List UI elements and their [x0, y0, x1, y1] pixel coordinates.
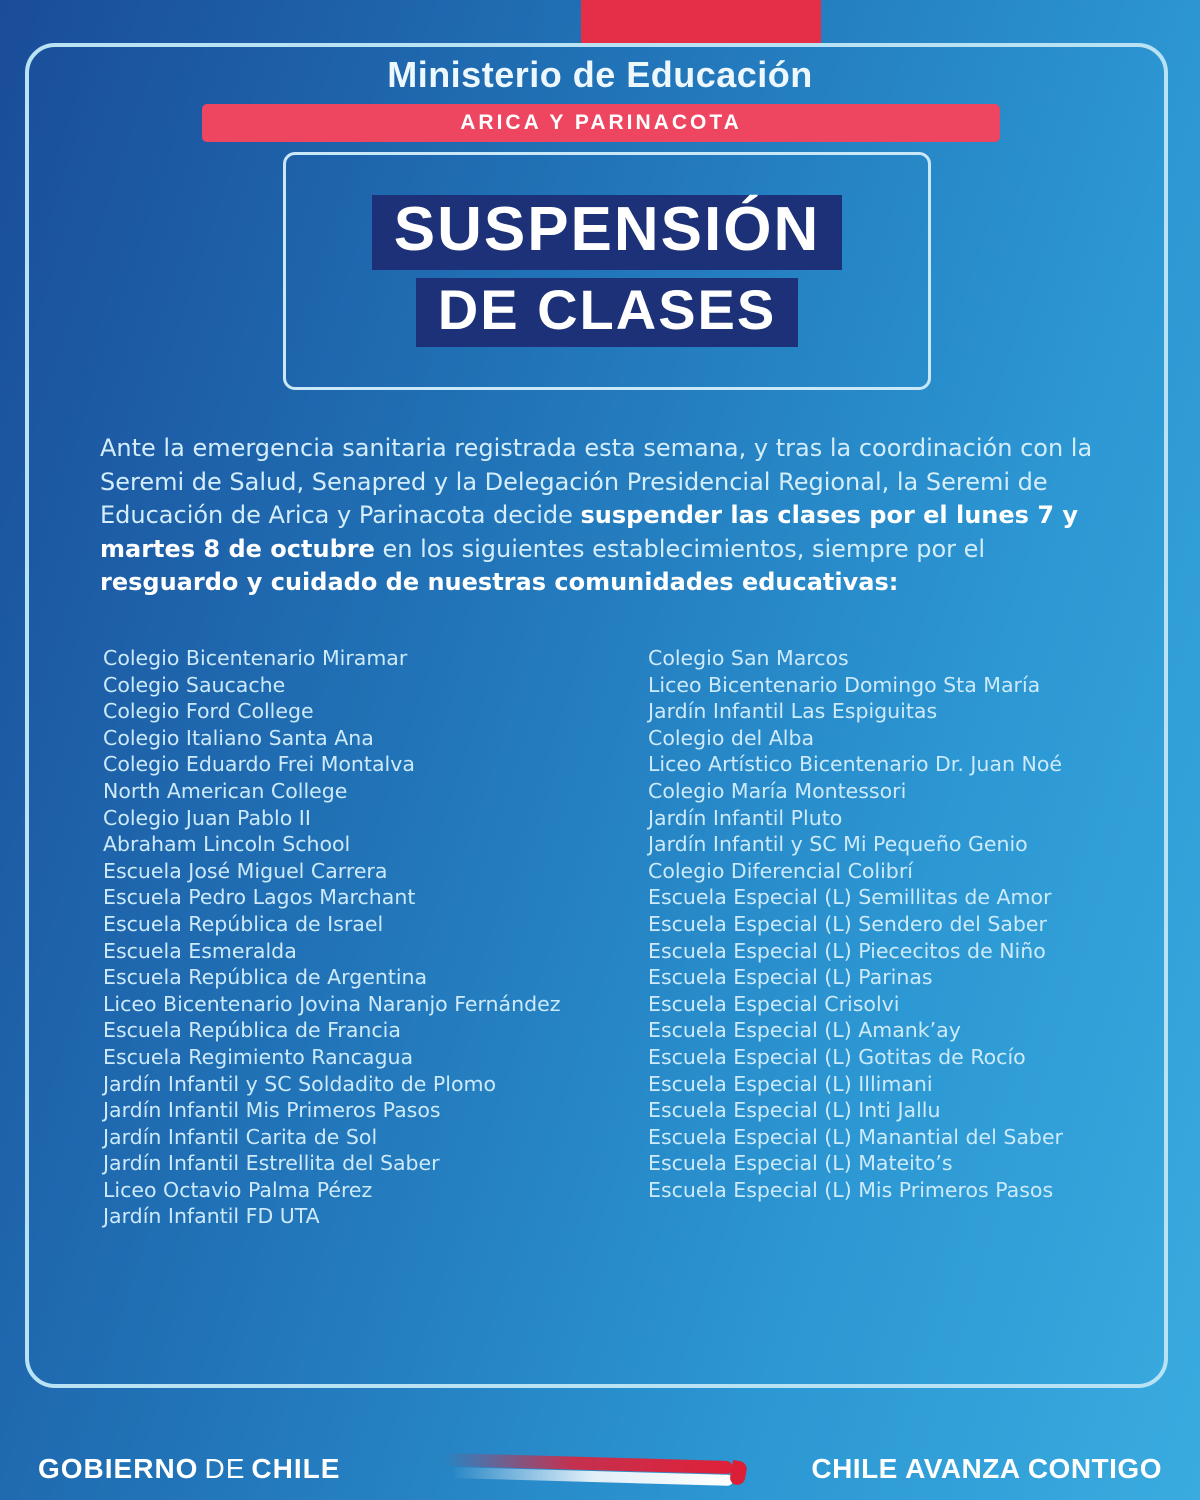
school-item: Escuela Especial (L) Semillitas de Amor	[648, 885, 1052, 910]
intro-paragraph	[100, 432, 1110, 600]
school-list-left	[103, 645, 648, 1230]
footer-slogan: CHILE AVANZA CONTIGO	[811, 1453, 1162, 1484]
footer	[0, 1438, 1200, 1500]
school-item: Abraham Lincoln School	[103, 832, 351, 857]
school-item: Jardín Infantil FD UTA	[103, 1204, 320, 1229]
intro-bold-text: suspender las clases por el lunes 7 y martes 8 de octubre	[100, 501, 1079, 563]
school-item: Escuela República de Argentina	[103, 965, 428, 990]
school-item: Escuela Regimiento Rancagua	[103, 1044, 414, 1069]
school-item: Escuela Especial (L) Manantial del Saber	[648, 1124, 1063, 1149]
ministry-title: Ministerio de Educación	[387, 54, 813, 95]
school-item: Colegio Bicentenario Miramar	[103, 646, 408, 670]
school-item: Escuela Especial (L) Mis Primeros Pasos	[648, 1177, 1054, 1202]
school-item: Colegio Juan Pablo II	[103, 805, 311, 830]
school-item: Escuela Especial (L) Sendero del Saber	[648, 911, 1047, 936]
school-item: Colegio San Marcos	[648, 646, 849, 670]
region-banner	[202, 104, 1000, 142]
school-item: Escuela Especial (L) Inti Jallu	[648, 1098, 941, 1123]
school-item: Colegio Ford College	[103, 699, 314, 724]
footer-word-chile: CHILE	[251, 1453, 341, 1484]
footer-word-gobierno: GOBIERNO	[38, 1453, 199, 1484]
school-item: Colegio Saucache	[103, 672, 286, 697]
title-box	[283, 152, 931, 390]
school-item: Escuela República de Francia	[103, 1018, 401, 1043]
school-item: Jardín Infantil Las Espiguitas	[648, 699, 938, 724]
school-list-right	[648, 645, 1115, 1230]
title-line-suspension: SUSPENSIÓN	[372, 195, 843, 270]
intro-text: Ante la emergencia sanitaria registrada esta semana, y tras la coordinación con la Seremi de Salud, Senapred y la Delegación Presidencial Regional, la Seremi de Educación de Arica y Parinacota decide	[100, 434, 1093, 529]
school-item: Escuela Especial (L) Illimani	[648, 1071, 933, 1096]
school-item: Escuela Especial (L) Piececitos de Niño	[648, 938, 1046, 963]
gobierno-de-chile-wordmark	[38, 1453, 340, 1485]
school-item: Colegio María Montessori	[648, 778, 907, 803]
school-columns	[103, 645, 1115, 1230]
school-item: Colegio Eduardo Frei Montalva	[103, 752, 415, 777]
region-label: ARICA Y PARINACOTA	[460, 111, 742, 134]
school-item: Escuela Especial (L) Mateito’s	[648, 1151, 953, 1176]
school-item: Escuela República de Israel	[103, 911, 384, 936]
school-item: Liceo Bicentenario Jovina Naranjo Fernández	[103, 991, 561, 1016]
school-item: Jardín Infantil Mis Primeros Pasos	[103, 1098, 441, 1123]
school-item: Escuela Especial (L) Gotitas de Rocío	[648, 1044, 1026, 1069]
school-item: Escuela Especial (L) Amank’ay	[648, 1018, 961, 1043]
school-item: Escuela Especial (L) Parinas	[648, 965, 933, 990]
school-item: Liceo Octavio Palma Pérez	[103, 1177, 373, 1202]
intro-bold-text: resguardo y cuidado de nuestras comunidades educativas:	[100, 568, 899, 596]
school-item: Escuela Pedro Lagos Marchant	[103, 885, 416, 910]
school-item: Jardín Infantil Pluto	[648, 805, 843, 830]
chile-swoosh-logo	[443, 1450, 748, 1488]
school-item: Jardín Infantil y SC Mi Pequeño Genio	[648, 832, 1028, 857]
school-item: Escuela Esmeralda	[103, 938, 297, 963]
school-item: Jardín Infantil y SC Soldadito de Plomo	[103, 1071, 497, 1096]
swoosh-red-hook	[729, 1460, 748, 1486]
school-item: Colegio Italiano Santa Ana	[103, 725, 374, 750]
school-item: Liceo Bicentenario Domingo Sta María	[648, 672, 1041, 697]
school-item: Liceo Artístico Bicentenario Dr. Juan Noé	[648, 752, 1062, 777]
school-item: Colegio del Alba	[648, 725, 815, 750]
footer-word-de: DE	[204, 1453, 246, 1484]
school-item: North American College	[103, 778, 348, 803]
school-item: Jardín Infantil Estrellita del Saber	[103, 1151, 440, 1176]
top-red-tab	[581, 0, 821, 46]
school-item: Escuela José Miguel Carrera	[103, 858, 388, 883]
title-line-de-clases: DE CLASES	[416, 278, 799, 346]
school-item: Escuela Especial Crisolvi	[648, 991, 900, 1016]
intro-text: en los siguientes establecimientos, siempre por el	[374, 534, 986, 563]
school-item: Colegio Diferencial Colibrí	[648, 858, 913, 883]
school-item: Jardín Infantil Carita de Sol	[103, 1124, 378, 1149]
